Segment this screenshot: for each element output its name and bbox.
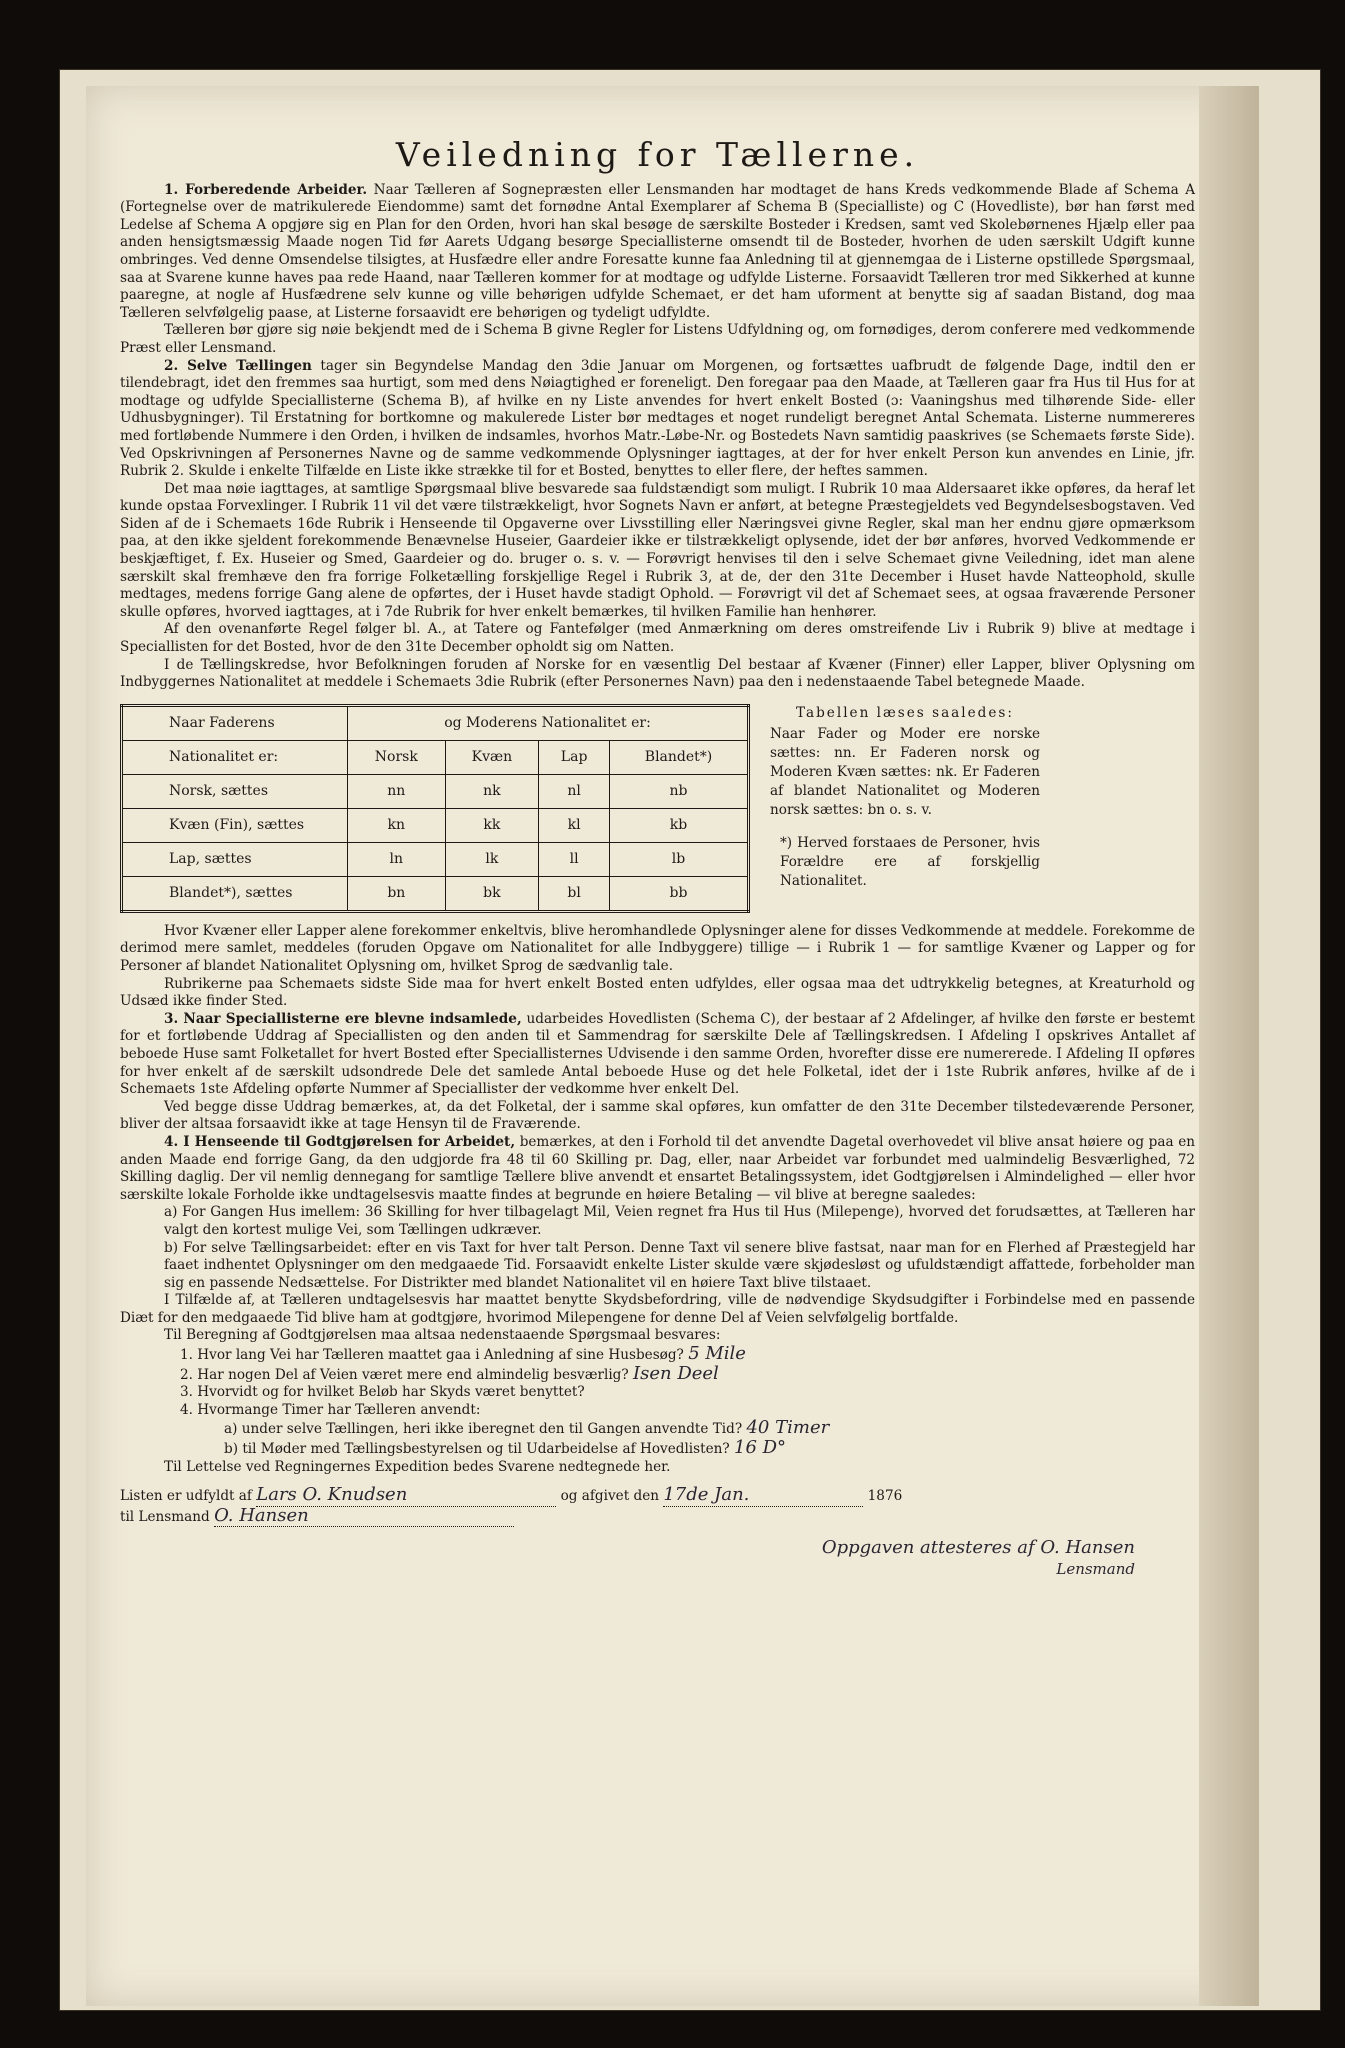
col-header: Lap <box>539 740 610 774</box>
row-label: Norsk, sættes <box>122 774 348 808</box>
section-2-para-2: Det maa nøie iagttages, at samtlige Spørgsmaal blive besvarede saa fuldstændigt som muligt. I Rubrik 10 maa Aldersaaret ikke opføres, da heraf let kunde opstaa Forvexlinger. I Rubrik 11 vil det være tilstrækkeligt, hvor Sognets Navn er anført, at betegne Præstegjeldets ved Begyndelsesbogstaven. Ved Siden af de i Schemaets 16de Rubrik i Henseende til Opgaverne over Livsstilling eller Næringsvei givne Regler, skal man her endnu gjøre opmærksom paa, at den ikke sjeldent forekommende Benævnelse Huseier, Gaardeier ikke er tilstrækkeligt oplysende, idet der bør anføres, hvorved Vedkommende er beskjæftiget, f. Ex. Huseier og Smed, Gaardeier og do. bruger o. s. v. — Forøvrigt henvises til den i selve Schemaet givne Veiledning, idet man alene særskilt skal fremhæve den fra forrige Folketælling forskjellige Regel i Rubrik 3, at de, der den 31te December i Huset havde Natteophold, skulle medtages, medens forrige Gang alene de opførtes, der i Huset havde stadigt Ophold. — Forøvrigt vil det af Schemaet sees, at ogsaa fraværende Personer skulle opføres, hvorved iagttages, at i 7de Rubrik for hver enkelt bemærkes, til hvilken Familie han henhører. <box>120 480 1195 620</box>
question-4a-text: a) under selve Tællingen, heri ikke iberegnet den til Gangen anvendte Tid? <box>224 1421 743 1438</box>
father-header: Naar Faderens <box>122 705 348 740</box>
footer-year: 1876 <box>867 1488 903 1505</box>
question-2 <box>180 1362 1195 1385</box>
date-field[interactable] <box>663 1486 863 1507</box>
section-4-item-a: a) For Gangen Hus imellem: 36 Skilling for hver tilbagelagt Mil, Veien regnet fra Hus til Hus (Milepenge), hvorved det forudsættes, at Tælleren har valgt den kortest mulige Vei, som Tællingen udkræver. <box>164 1204 1195 1238</box>
table-cell: nk <box>445 774 539 808</box>
question-4b <box>180 1439 1195 1459</box>
filled-by-value: Lars O. Knudsen <box>256 1484 408 1506</box>
table-row <box>122 876 749 911</box>
table-cell: nb <box>610 774 749 808</box>
document-title: Veiledning for Tællerne. <box>395 135 920 174</box>
section-1-text: Naar Tælleren af Sognepræsten eller Lensmanden har modtaget de hans Kreds vedkommende Blade af Schema A (Fortegnelse over de matrikulerede Eiendomme) samt det fornødne Antal Exemplarer af Schema B (Specialliste) og C (Hovedliste), bør han først med Ledelse af Schema A opgjøre sig en Plan for den Orden, hvori han skal besøge de særskilte Bosteder i Kredsen, samt ved Skolebørnenes Hjælp eller paa anden hensigtsmæssig Maade nogen Tid før Aarets Udgang besørge Speciallisterne omsendt til de Bosteder, hvorhen de uden særskilt Udgift kunne ombringes. Ved denne Omsendelse tilsigtes, at Husfædre eller andre Foresatte kunne faa Anledning til at gjennemgaa de i Listerne opstillede Spørgsmaal, saa at Svarene kunne haves paa rede Haand, naar Tælleren kommer for at modtage og udfylde Listerne. Forsaavidt Tælleren tror med Sikkerhed at kunne paaregne, at nogle af Husfædrene selv kunne og ville behørigen udfylde Schemaet, er det ham uforment at benytte sig af saadan Bistand, dog maa Tælleren selvfølgelig paase, at Listerne forsaavidt ere behørigen og tydeligt udfyldte. <box>120 181 1196 321</box>
question-4: 4. Hvormange Timer har Tælleren anvendt: <box>180 1401 481 1418</box>
nationality-table-block <box>120 704 1195 913</box>
signature-line: Oppgaven attesteres af O. Hansen <box>821 1537 1135 1559</box>
table-cell: bn <box>348 876 446 911</box>
section-2-para-4: I de Tællingskredse, hvor Befolkningen foruden af Norske for en væsentlig Del bestaar af Kvæner (Finner) eller Lapper, bliver Oplysning om Indbyggernes Nationalitet at meddele i Schemaets 3die Rubrik (efter Personernes Navn) paa den i nedenstaaende Tabel betegnede Maade. <box>120 656 1195 691</box>
table-cell: kb <box>610 808 749 842</box>
table-row <box>122 842 749 876</box>
question-4a <box>180 1419 1195 1439</box>
mother-header: og Moderens Nationalitet er: <box>348 705 749 740</box>
table-row <box>122 808 749 842</box>
section-1-para-1 <box>120 182 1195 323</box>
section-2-para-5: Hvor Kvæner eller Lapper alene forekommer enkeltvis, blive heromhandlede Oplysninger alene for disses Vedkommende at meddele. Forekomme de derimod mere samlet, meddeles (foruden Opgave om Nationalitet for alle Indbyggere) tillige — i Rubrik 1 — for samtlige Kvæner og Lapper og for Personer af blandet Nationalitet Oplysning om, hvilket Sprog de sædvanlig tale. <box>120 922 1195 974</box>
table-cell: kk <box>445 808 539 842</box>
col-header: Norsk <box>348 740 446 774</box>
row-label: Kvæn (Fin), sættes <box>122 808 348 842</box>
table-subheader-row <box>122 740 749 774</box>
question-1-text: 1. Hvor lang Vei har Tælleren maattet gaa i Anledning af sine Husbesøg? <box>180 1347 684 1364</box>
section-4-heading: 4. I Henseende til Godtgjørelsen for Arbeidet, <box>164 1133 516 1150</box>
footer-line-2 <box>120 1504 1195 1528</box>
answer-2[interactable]: Isen Deel <box>633 1362 719 1384</box>
table-cell: ln <box>348 842 446 876</box>
section-2-text: tager sin Begyndelse Mandag den 3die Januar om Morgenen, og fortsættes uafbrudt de følgende Dage, indtil den er tilendebragt, idet den fremmes saa hurtigt, som med dens Nøiagtighed er foreneligt. Den foregaar paa den Maade, at Tælleren gaar fra Hus til Hus for at modtage og udfylde Speciallisterne (Schema B), af hvilke en ny Liste anvendes for hvert enkelt Bosted (ɔ: Vaaningshus med tilhørende Side- eller Udhusbygninger). Til Erstatning for bortkomne og makulerede Lister bør medtages et noget rundeligt beregnet Antal Schemata. Listerne nummereres med fortløbende Nummere i den Orden, i hvilken de indsamles, hvorhos Matr.-Løbe-Nr. og Bostedets Navn samtidig paaskrives (se Schemaets første Side). Ved Opskrivningen af Personernes Navne og de samme vedkommende Oplysninger iagttages, at der for hver enkelt Person kun anvendes en Linie, jfr. Rubrik 2. Skulde i enkelte Tilfælde en Liste ikke strække til for et Bosted, benyttes to eller flere, der heftes sammen. <box>120 357 1195 480</box>
table-cell: ll <box>539 842 610 876</box>
document-page <box>86 86 1259 2006</box>
section-3-para-2: Ved begge disse Uddrag bemærkes, at, da det Folketal, der i samme skal opføres, kun omfatter de den 31te December tilstedeværende Personer, bliver der altsaa forsaavidt ikke at tage Hensyn til de Fraværende. <box>120 1098 1195 1133</box>
footer-label-1: Listen er udfyldt af <box>120 1488 252 1505</box>
table-cell: bb <box>610 876 749 911</box>
answer-4b[interactable]: 16 D° <box>734 1437 787 1459</box>
table-cell: nn <box>348 774 446 808</box>
question-3: 3. Hvorvidt og for hvilket Beløb har Skyds været benyttet? <box>180 1384 585 1401</box>
father-header-2: Nationalitet er: <box>122 740 348 774</box>
lensmand-value: O. Hansen <box>214 1504 309 1526</box>
filled-by-field[interactable] <box>256 1486 556 1507</box>
table-note-title: Tabellen læses saaledes: <box>795 704 1014 721</box>
table-header-row <box>122 705 749 740</box>
section-1-para-2: Tælleren bør gjøre sig nøie bekjendt med de i Schema B givne Regler for Listens Udfyldning og, om fornødiges, derom conferere med vedkommende Præst eller Lensmand. <box>120 322 1195 356</box>
section-4-para-1 <box>120 1134 1195 1204</box>
section-3-heading: 3. Naar Speciallisterne ere blevne indsamlede, <box>164 1010 522 1027</box>
row-label: Lap, sættes <box>122 842 348 876</box>
section-2-heading: 2. Selve Tællingen <box>164 357 312 374</box>
signature-title: Lensmand <box>1056 1560 1135 1578</box>
section-4-para-3: Til Beregning af Godtgjørelsen maa altsaa nedenstaaende Spørgsmaal besvares: <box>164 1327 721 1344</box>
table-note-body: Naar Fader og Moder ere norske sættes: nn. Er Faderen norsk og Moderen Kvæn sættes: nk. Er Faderen af blandet Nationalitet og Moderen norsk sættes: bn o. s. v. <box>770 725 1040 818</box>
table-cell: lb <box>610 842 749 876</box>
table-cell: bk <box>445 876 539 911</box>
section-3-para-1 <box>120 1011 1195 1099</box>
table-cell: kn <box>348 808 446 842</box>
question-2-text: 2. Har nogen Del af Veien været mere end almindelig besværlig? <box>180 1366 629 1383</box>
col-header: Blandet*) <box>610 740 749 774</box>
section-4-para-4: Til Lettelse ved Regningernes Expedition bedes Svarene nedtegnede her. <box>164 1458 671 1475</box>
table-cell: kl <box>539 808 610 842</box>
date-value: 17de Jan. <box>663 1484 750 1506</box>
col-header: Kvæn <box>445 740 539 774</box>
table-cell: bl <box>539 876 610 911</box>
table-row <box>122 774 749 808</box>
row-label: Blandet*), sættes <box>122 876 348 911</box>
section-4-item-b: b) For selve Tællingsarbeidet: efter en vis Taxt for hver talt Person. Denne Taxt vil senere blive fastsat, naar man for en Flerhed af Præstegjeld har faaet indhentet Oplysninger om den medgaaede Tid. Forsaavidt enkelte Lister skulde være skjødesløst og ufuldstændigt affattede, forbeholder man sig en passende Nedsættelse. For Distrikter med blandet Nationalitet vil en høiere Taxt blive tilstaaet. <box>164 1239 1195 1291</box>
section-2-para-3: Af den ovenanførte Regel følger bl. A., at Tatere og Fantefølger (med Anmærkning om deres omstreifende Liv i Rubrik 9) blive at medtage i Speciallisten for det Bosted, hvor de den 31te December opholdt sig om Natten. <box>120 621 1195 656</box>
table-note-footnote: *) Herved forstaaes de Personer, hvis Forældre ere af forskjellig Nationalitet. <box>780 834 1040 889</box>
question-list <box>120 1345 1195 1459</box>
answer-4a[interactable]: 40 Timer <box>746 1417 830 1439</box>
footer-line-1 <box>120 1486 1195 1507</box>
footer-label-3: til Lensmand <box>120 1508 210 1525</box>
nationality-table <box>120 704 750 913</box>
lensmand-field[interactable] <box>214 1504 514 1528</box>
table-note <box>770 704 1040 913</box>
section-4-para-2: I Tilfælde af, at Tælleren undtagelsesvis har maattet benytte Skydsbefordring, ville de nødvendige Skydsudgifter i Forbindelse med en passende Diæt for den medgaaede Tid blive ham at godtgjøre, hvorimod Milepengene for denne Del af Veien selvfølgelig bortfalde. <box>120 1292 1195 1326</box>
section-2-para-6: Rubrikerne paa Schemaets sidste Side maa for hvert enkelt Bosted enten udfyldes, eller ogsaa maa det udtrykkelig betegnes, at Kreaturhold og Udsæd ikke finder Sted. <box>120 975 1195 1010</box>
section-2-para-1 <box>120 358 1195 481</box>
section-4-text: bemærkes, at den i Forhold til det anvendte Dagetal overhovedet vil blive ansat høiere og paa en anden Maade end forrige Gang, da den udgjorde fra 48 til 60 Skilling pr. Dag, eller, naar Arbeidet var forbundet med ualmindelig Besværlighed, 72 Skilling daglig. Der vil nemlig dennegang for samtlige Tællere blive anvendt et ensartet Betalingssystem, idet Godtgjørelsen i Almindelighed — eller hvor særskilte lokale Forholde ikke undtagelsesvis maatte findes at begrunde en høiere Betaling — vil blive at beregne saaledes: <box>120 1133 1196 1203</box>
page-binding <box>1199 86 1259 2006</box>
footer-label-2: og afgivet den <box>560 1488 659 1505</box>
table-cell: nl <box>539 774 610 808</box>
signature-block <box>120 1539 1195 1578</box>
document-body <box>120 135 1196 1579</box>
section-3-text: udarbeides Hovedlisten (Schema C), der bestaar af 2 Afdelinger, af hvilke den første er bestemt for et fortløbende Uddrag af Speciallisten og den anden til et Sammendrag for særskilte Dele af Tællingskredsen. I Afdeling I opskrives Antallet af beboede Huse samt Folketallet for hvert Bosted efter Speciallisternes Udvisende i den samme Orden, hvorefter disse ere numererede. I Afdeling II opføres for hver enkelt af de særskilt udsondrede Dele det samlede Antal beboede Huse og det hele Folketal, idet der i 1ste Rubrik anføres, hvilke af de i Schemaets 1ste Afdeling opførte Nummer af Speciallister der vedkomme hver enkelt Del. <box>120 1010 1195 1098</box>
question-4b-text: b) til Møder med Tællingsbestyrelsen og til Udarbeidelse af Hovedlisten? <box>224 1441 730 1458</box>
answer-1[interactable]: 5 Mile <box>688 1343 746 1365</box>
table-cell: lk <box>445 842 539 876</box>
section-1-heading: 1. Forberedende Arbeider. <box>164 181 368 198</box>
